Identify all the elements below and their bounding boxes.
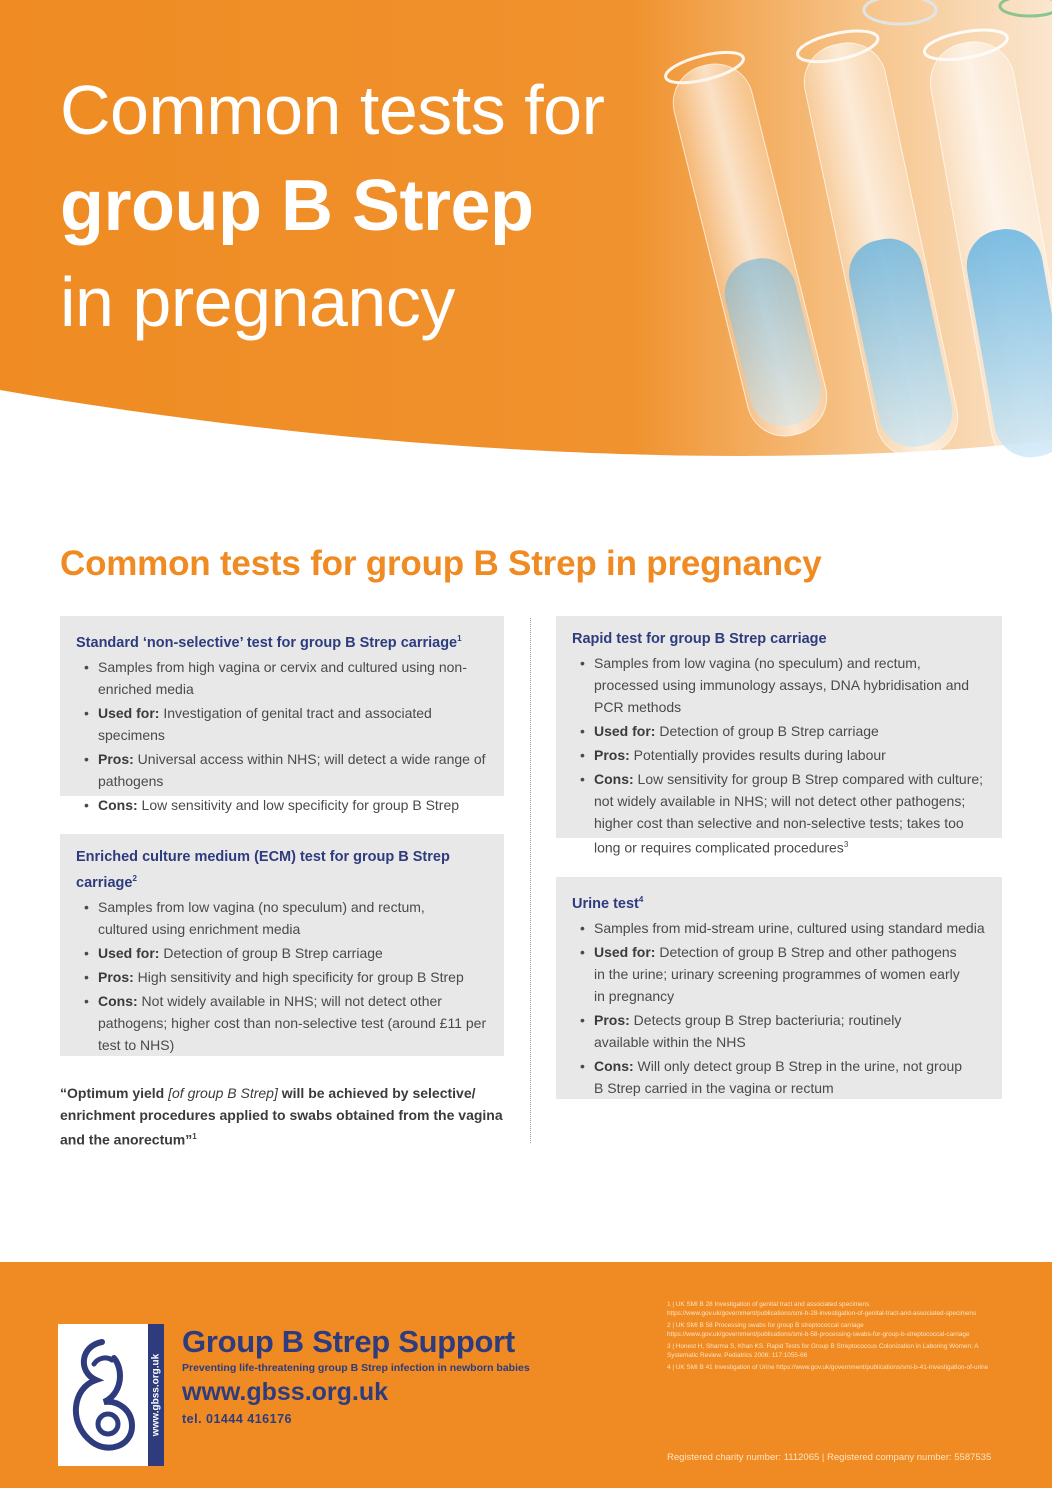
- urine-test-list: [572, 917, 986, 1099]
- box-title-text: Enriched culture medium (ECM) test for group B Strep carriage: [76, 849, 450, 891]
- item-label: Cons:: [594, 1057, 634, 1074]
- item-text: Detection of group B Strep and other pathogens in the urine; urinary screening programmes of women early in pregnancy: [594, 943, 960, 1004]
- column-divider: [530, 618, 531, 1143]
- list-item: [572, 1055, 986, 1099]
- item-text: Detection of group B Strep carriage: [655, 723, 879, 739]
- reference-item: 4 | UK SMI B 41 Investigation of Urine https://www.gov.uk/government/publications/smi-b-41-investigation-of-urine: [667, 1364, 989, 1371]
- list-item: [572, 1009, 986, 1053]
- item-label: Pros:: [98, 968, 134, 985]
- logo-side-strip: [148, 1324, 164, 1466]
- item-text: Will only detect group B Strep in the urine, not group B Strep carried in the vagina or rectum: [594, 1057, 963, 1096]
- list-item: [572, 768, 986, 859]
- footnote-ref: 1: [192, 1132, 197, 1141]
- urine-test-title: [572, 889, 986, 915]
- item-text: Samples from low vagina (no speculum) and rectum, cultured using enrichment media: [98, 898, 425, 937]
- item-label: Pros:: [594, 747, 630, 763]
- org-phone: tel. 01444 416176: [182, 1412, 292, 1426]
- title-line-3: in pregnancy: [60, 263, 455, 341]
- ecm-test-title: [76, 846, 488, 894]
- quote-italic: [of group B Strep]: [168, 1085, 278, 1101]
- org-name: Group B Strep Support: [182, 1324, 515, 1359]
- list-item: [76, 966, 488, 988]
- standard-test-list: [76, 656, 488, 816]
- references: [667, 1300, 1002, 1375]
- list-item: [572, 941, 986, 1007]
- rapid-test-box: [556, 616, 1002, 856]
- box-title-text: Rapid test for group B Strep carriage: [572, 631, 827, 647]
- standard-test-title: [76, 628, 488, 654]
- list-item: [572, 720, 986, 742]
- item-text: Detection of group B Strep carriage: [159, 944, 383, 961]
- list-item: [76, 942, 488, 964]
- item-label: Cons:: [594, 771, 634, 787]
- ecm-test-box: [60, 834, 504, 1056]
- item-label: Pros:: [98, 750, 134, 767]
- list-item: [76, 748, 488, 792]
- org-tagline: Preventing life-threatening group B Strep infection in newborn babies: [182, 1362, 530, 1374]
- reference-item: 3 | Honest H, Sharma S, Khan KS. Rapid Tests for Group B Streptococcus Colonization in Laboring Women: A Systematic Review. Pediatrics 2006; 117:1055-66: [667, 1343, 979, 1359]
- list-item: [572, 917, 986, 939]
- item-text: Low sensitivity for group B Strep compared with culture; not widely available in NHS; will not detect other pathogens; higher cost than selective and non-selective tests; takes too long or requires complicated procedures: [594, 771, 984, 856]
- quote-part-2: will be achieved by selective/ enrichment procedures applied to swabs obtained from the vagina and the anorectum”: [60, 1085, 503, 1148]
- urine-test-box: [556, 877, 1002, 1099]
- org-website-link[interactable]: www.gbss.org.uk: [182, 1378, 389, 1406]
- footnote-ref: 4: [638, 895, 644, 904]
- section-title: Common tests for group B Strep in pregnancy: [60, 544, 822, 583]
- ecm-test-list: [76, 896, 488, 1056]
- list-item: [76, 656, 488, 700]
- item-label: Used for:: [594, 723, 656, 739]
- mother-baby-logo-icon: [58, 1324, 148, 1466]
- title-line-1: Common tests for: [60, 71, 605, 149]
- charity-registration: Registered charity number: 1112065 | Registered company number: 5587535: [667, 1452, 992, 1463]
- item-label: Used for:: [98, 944, 160, 961]
- list-item: [572, 744, 986, 766]
- reference-item: 2 | UK SMI B 58 Processing swabs for group B streptococcal carriage https://www.gov.uk/government/publications/smi-b-58-processing-swabs-for-group-b-streptococcal-carriage: [667, 1322, 970, 1338]
- item-label: Cons:: [98, 992, 138, 1009]
- page-title: [60, 62, 604, 350]
- item-text: Samples from high vagina or cervix and cultured using non-enriched media: [98, 658, 467, 697]
- item-text: Low sensitivity and low specificity for group B Strep: [137, 796, 460, 813]
- footnote-ref: 3: [843, 840, 849, 849]
- item-label: Used for:: [98, 704, 160, 721]
- item-label: Used for:: [594, 943, 656, 960]
- item-text: Samples from low vagina (no speculum) and rectum, processed using immunology assays, DNA hybridisation and PCR methods: [594, 655, 970, 715]
- footnote-ref: 1: [457, 634, 462, 643]
- box-title-text: Standard ‘non-selective’ test for group B Strep carriage: [76, 634, 458, 651]
- footer: [0, 1262, 1052, 1488]
- item-text: Detects group B Strep bacteriuria; routinely available within the NHS: [594, 1011, 902, 1050]
- item-text: Potentially provides results during labour: [629, 747, 886, 763]
- list-item: [76, 794, 488, 816]
- item-label: Pros:: [594, 1011, 630, 1028]
- item-text: High sensitivity and high specificity for group B Strep: [133, 968, 464, 985]
- standard-test-box: [60, 616, 504, 813]
- list-item: [76, 702, 488, 746]
- rapid-test-list: [572, 652, 986, 859]
- list-item: [572, 652, 986, 718]
- item-text: Not widely available in NHS; will not detect other pathogens; higher cost than non-selective test (around £11 per test to NHS): [98, 992, 487, 1053]
- list-item: [76, 990, 488, 1056]
- quote-text: [60, 1082, 520, 1151]
- item-text: Investigation of genital tract and associated specimens: [98, 704, 432, 743]
- title-line-2: group B Strep: [60, 166, 534, 246]
- item-text: Universal access within NHS; will detect a wide range of pathogens: [98, 750, 486, 789]
- box-title-text: Urine test: [572, 895, 639, 912]
- rapid-test-title: [572, 628, 986, 650]
- reference-item: 1 | UK SMI B 28 Investigation of genital tract and associated specimens https://www.gov.uk/government/publications/smi-b-28-investigation-of-genital-tract-and-associated-specimens: [667, 1301, 977, 1317]
- item-label: Cons:: [98, 796, 138, 813]
- header-banner: [0, 0, 1052, 470]
- footnote-ref: 2: [132, 874, 137, 883]
- list-item: [76, 896, 488, 940]
- quote-part-1: “Optimum yield: [60, 1085, 169, 1101]
- item-text: Samples from mid-stream urine, cultured using standard media: [594, 919, 985, 936]
- logo-side-text: www.gbss.org.uk: [150, 1353, 162, 1437]
